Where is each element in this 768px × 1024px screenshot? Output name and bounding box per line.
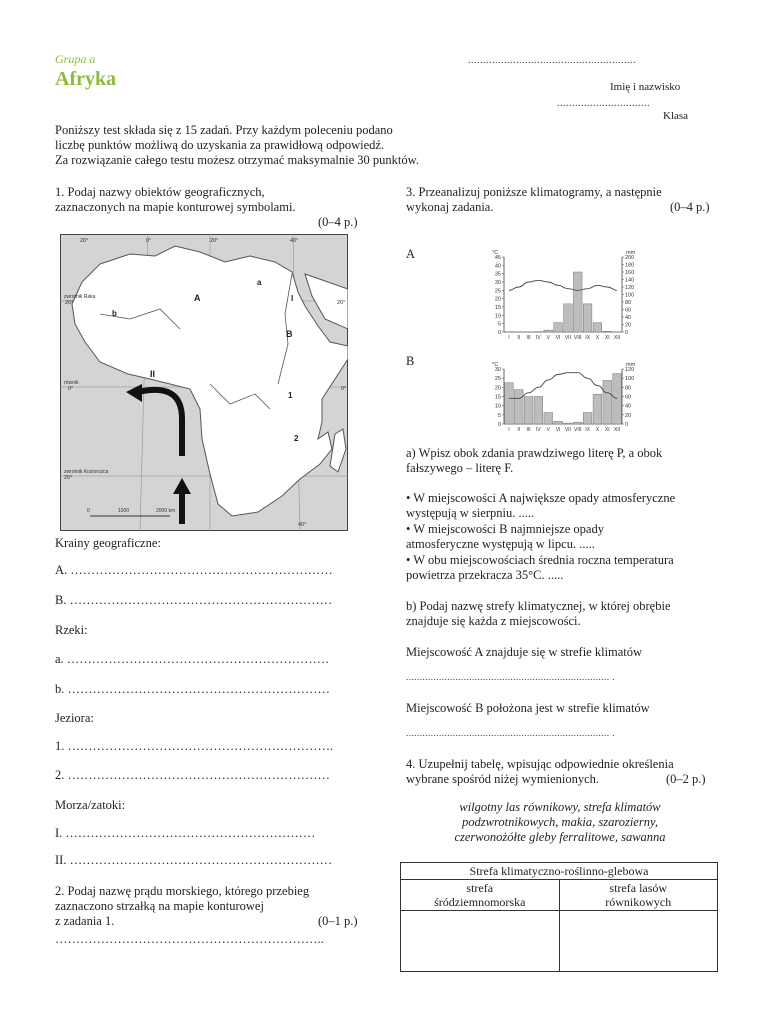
month-label: I xyxy=(508,427,510,433)
tick-label: 5 xyxy=(497,321,501,328)
section-heading: Jeziora: xyxy=(55,711,94,725)
class-field[interactable]: ............................... xyxy=(557,98,650,109)
map-marker: B xyxy=(286,329,293,339)
tick-label: 25 xyxy=(494,376,501,383)
answer-line[interactable]: I. …………………………………………………… xyxy=(55,826,316,840)
precip-bar xyxy=(603,380,612,424)
month-label: IX xyxy=(585,427,590,433)
map-line-label: zwrotnik Raka xyxy=(64,294,96,300)
precip-bar xyxy=(544,330,553,332)
map-lat-label: 0° xyxy=(68,386,74,392)
map-lat-label: 20° xyxy=(65,300,74,306)
task2-prompt: 2. Podaj nazwę prądu morskiego, którego przebieg xyxy=(55,884,310,898)
answer-line[interactable]: II. ……………………………………………………… xyxy=(55,853,333,867)
tick-label: 20 xyxy=(494,296,501,303)
precip-bar xyxy=(573,272,582,332)
answer-line[interactable]: B. ……………………………………………………… xyxy=(55,593,333,607)
tick-label: 80 xyxy=(625,385,632,392)
month-label: XI xyxy=(604,427,610,433)
month-label: III xyxy=(526,427,531,433)
tick-label: 40 xyxy=(625,403,632,410)
table-col-header: strefa lasów równikowych xyxy=(559,880,718,911)
map-marker: 1 xyxy=(288,391,293,400)
map-line-label: zwrotnik Koziorożca xyxy=(64,469,109,475)
tick-label: 180 xyxy=(625,262,635,269)
tick-label: 5 xyxy=(497,412,501,419)
tick-label: 20 xyxy=(494,385,501,392)
answer-line[interactable]: A. ……………………………………………………… xyxy=(55,563,333,577)
map-marker: a xyxy=(257,278,262,287)
map-marker: 2 xyxy=(294,434,299,443)
task2-points: (0–1 p.) xyxy=(318,914,358,928)
task3b-prompt: b) Podaj nazwę strefy klimatycznej, w której obrębie xyxy=(406,599,671,613)
tick-label: 80 xyxy=(625,300,632,306)
month-label: V xyxy=(546,335,550,341)
month-label: VIII xyxy=(573,427,582,433)
task1-prompt: 1. Podaj nazwy obiektów geograficznych, xyxy=(55,185,265,199)
precip-bar xyxy=(583,304,592,332)
tick-label: 15 xyxy=(494,394,501,401)
chart-a-label: A xyxy=(406,247,416,261)
answer-line[interactable]: 2. ……………………………………………………… xyxy=(55,768,330,782)
unit-label: °C xyxy=(492,250,499,256)
tick-label: 0 xyxy=(625,330,629,336)
table-col-header: strefa śródziemnomorska xyxy=(401,880,560,911)
precip-bar xyxy=(593,323,602,332)
month-label: XII xyxy=(614,335,621,341)
statement[interactable]: atmosferyczne występują w lipcu. ..... xyxy=(406,537,595,551)
tick-label: 15 xyxy=(494,305,501,311)
name-label: Imię i nazwisko xyxy=(610,81,681,93)
climatogram-b xyxy=(478,357,648,437)
map-lat-label: 20° xyxy=(64,475,73,481)
term-line: wilgotny las równikowy, strefa klimatów xyxy=(459,800,661,814)
section-heading: Krainy geograficzne: xyxy=(55,536,161,550)
map-lon-label: 0° xyxy=(146,238,152,244)
map-marker: b xyxy=(112,309,117,318)
month-label: IV xyxy=(536,335,541,341)
month-label: IV xyxy=(536,427,541,433)
tick-label: 100 xyxy=(625,292,635,299)
name-field[interactable]: ........................................................ xyxy=(468,55,636,66)
month-label: X xyxy=(595,335,600,341)
precip-bar xyxy=(554,323,563,332)
task1-points: (0–4 p.) xyxy=(318,215,358,229)
task3-prompt: 3. Przeanalizuj poniższe klimatogramy, a następnie xyxy=(406,185,662,199)
tick-label: 0 xyxy=(497,422,501,428)
task1-prompt: zaznaczonych na mapie konturowej symbolami. xyxy=(55,200,296,214)
task3b-prompt: znajduje się każda z miejscowości. xyxy=(406,614,581,628)
task4-points: (0–2 p.) xyxy=(666,772,706,786)
answer-line[interactable]: b. ……………………………………………………… xyxy=(55,682,330,696)
statement: • W miejscowości B najmniejsze opady xyxy=(406,522,604,536)
month-label: II xyxy=(517,427,521,433)
place-b-prompt: Miejscowość B położona jest w strefie klimatów xyxy=(406,701,650,715)
tick-label: 30 xyxy=(494,367,501,373)
tick-label: 60 xyxy=(625,394,632,401)
table-answer-cell[interactable] xyxy=(401,911,560,972)
answer-line[interactable]: ……………………………………………………….. xyxy=(55,932,324,946)
statement: • W obu miejscowościach średnia roczna temperatura xyxy=(406,553,674,567)
tick-label: 25 xyxy=(494,288,501,295)
map-scale-label: 1000 xyxy=(118,508,130,514)
term-line: podzwrotnikowych, makia, szarozierny, xyxy=(462,815,658,829)
task3-points: (0–4 p.) xyxy=(670,200,710,214)
table-answer-cell[interactable] xyxy=(559,911,718,972)
chart-b-label: B xyxy=(406,354,415,368)
tick-label: 40 xyxy=(625,315,632,321)
precip-bar xyxy=(573,422,582,424)
tick-label: 45 xyxy=(494,255,501,261)
tick-label: 0 xyxy=(625,422,629,428)
tick-label: 160 xyxy=(625,270,635,276)
zone-table xyxy=(400,862,718,972)
month-label: IX xyxy=(585,335,590,341)
page-title: Afryka xyxy=(55,68,117,90)
month-label: I xyxy=(508,335,510,341)
tick-label: 20 xyxy=(625,412,632,419)
section-heading: Morza/zatoki: xyxy=(55,798,126,812)
map-scale-label: 2000 km xyxy=(156,508,176,514)
precip-bar xyxy=(603,331,612,332)
task3a-prompt: fałszywego – literę F. xyxy=(406,461,514,475)
climatogram-a xyxy=(478,235,648,345)
month-label: III xyxy=(526,335,531,341)
precip-bar xyxy=(613,374,622,424)
precip-bar xyxy=(544,413,553,424)
map-marker: A xyxy=(194,293,201,303)
month-label: V xyxy=(546,427,550,433)
month-label: VIII xyxy=(573,335,582,341)
statement[interactable]: powietrza przekracza 35°C. ..... xyxy=(406,568,564,582)
precip-bar xyxy=(514,390,523,424)
map-lon-label: 20° xyxy=(210,238,219,244)
intro-line: Poniższy test składa się z 15 zadań. Przy każdym poleceniu podano xyxy=(55,123,393,137)
tick-label: 0 xyxy=(497,330,501,336)
task4-prompt: wybrane spośród niżej wymienionych. xyxy=(406,772,600,786)
map-lon-label: 20° xyxy=(80,238,89,244)
map-line-label: równik xyxy=(64,380,79,386)
intro-line: liczbę punktów możliwą do uzyskania za prawidłową odpowiedź. xyxy=(55,138,385,152)
month-label: VII xyxy=(564,335,571,341)
map-lat-label: 20° xyxy=(337,300,346,306)
tick-label: 20 xyxy=(625,322,632,329)
task3a-prompt: a) Wpisz obok zdania prawdziwego literę P, a obok xyxy=(406,446,663,460)
task2-prompt: zaznaczono strzałką na mapie konturowej xyxy=(55,899,264,913)
month-label: XI xyxy=(604,335,610,341)
statement: • W miejscowości A największe opady atmosferyczne xyxy=(406,491,676,505)
month-label: VII xyxy=(564,427,571,433)
month-label: VI xyxy=(555,427,561,433)
statement[interactable]: występują w sierpniu. ..... xyxy=(406,506,535,520)
precip-bar xyxy=(583,413,592,424)
map-lon-label: 40° xyxy=(290,238,299,244)
group-label: Grupa a xyxy=(55,52,96,66)
africa-contour-map xyxy=(60,234,348,531)
map-scale-label: 0 xyxy=(87,508,90,514)
tick-label: 200 xyxy=(625,255,635,261)
tick-label: 140 xyxy=(625,277,635,284)
tick-label: 35 xyxy=(494,271,501,278)
month-label: X xyxy=(595,427,600,433)
class-label: Klasa xyxy=(663,110,689,122)
task3-prompt: wykonaj zadania. xyxy=(406,200,494,214)
precip-bar xyxy=(593,394,602,424)
temperature-line xyxy=(509,280,617,290)
place-b-answer[interactable]: .......................................................................... . xyxy=(406,728,615,738)
unit-label: °C xyxy=(492,362,499,368)
place-a-prompt: Miejscowość A znajduje się w strefie klimatów xyxy=(406,645,643,659)
tick-label: 120 xyxy=(625,367,635,373)
task4-prompt: 4. Uzupełnij tabelę, wpisując odpowiednie określenia xyxy=(406,757,674,771)
precip-bar xyxy=(554,421,563,424)
tick-label: 120 xyxy=(625,285,635,291)
tick-label: 10 xyxy=(494,313,501,320)
precip-bar xyxy=(524,397,533,425)
map-marker: II xyxy=(150,369,156,379)
month-label: VI xyxy=(555,335,561,341)
tick-label: 100 xyxy=(625,376,635,383)
place-a-answer[interactable]: .......................................................................... . xyxy=(406,672,615,682)
unit-label: mm xyxy=(626,250,636,256)
precip-bar xyxy=(564,304,573,332)
term-line: czerwonożółte gleby ferralitowe, sawanna xyxy=(454,830,666,844)
map-lat-label: 0° xyxy=(341,386,347,392)
tick-label: 30 xyxy=(494,280,501,286)
tick-label: 60 xyxy=(625,307,632,314)
tick-label: 10 xyxy=(494,403,501,410)
month-label: II xyxy=(517,335,521,341)
precip-bar xyxy=(564,423,573,424)
month-label: XII xyxy=(614,427,621,433)
precip-bar xyxy=(505,383,514,424)
answer-line[interactable]: 1. ………………………………………………………. xyxy=(55,739,334,753)
intro-line: Za rozwiązanie całego testu możesz otrzymać maksymalnie 30 punktów. xyxy=(55,153,419,167)
section-heading: Rzeki: xyxy=(55,623,88,637)
map-marker: I xyxy=(291,294,294,303)
tick-label: 40 xyxy=(494,263,501,270)
table-header: Strefa klimatyczno-roślinno-glebowa xyxy=(401,863,718,880)
answer-line[interactable]: a. ……………………………………………………… xyxy=(55,652,330,666)
map-lon-label: 40° xyxy=(298,522,307,528)
precip-bar xyxy=(534,397,543,425)
unit-label: mm xyxy=(626,362,636,368)
task2-prompt: z zadania 1. xyxy=(55,914,115,928)
